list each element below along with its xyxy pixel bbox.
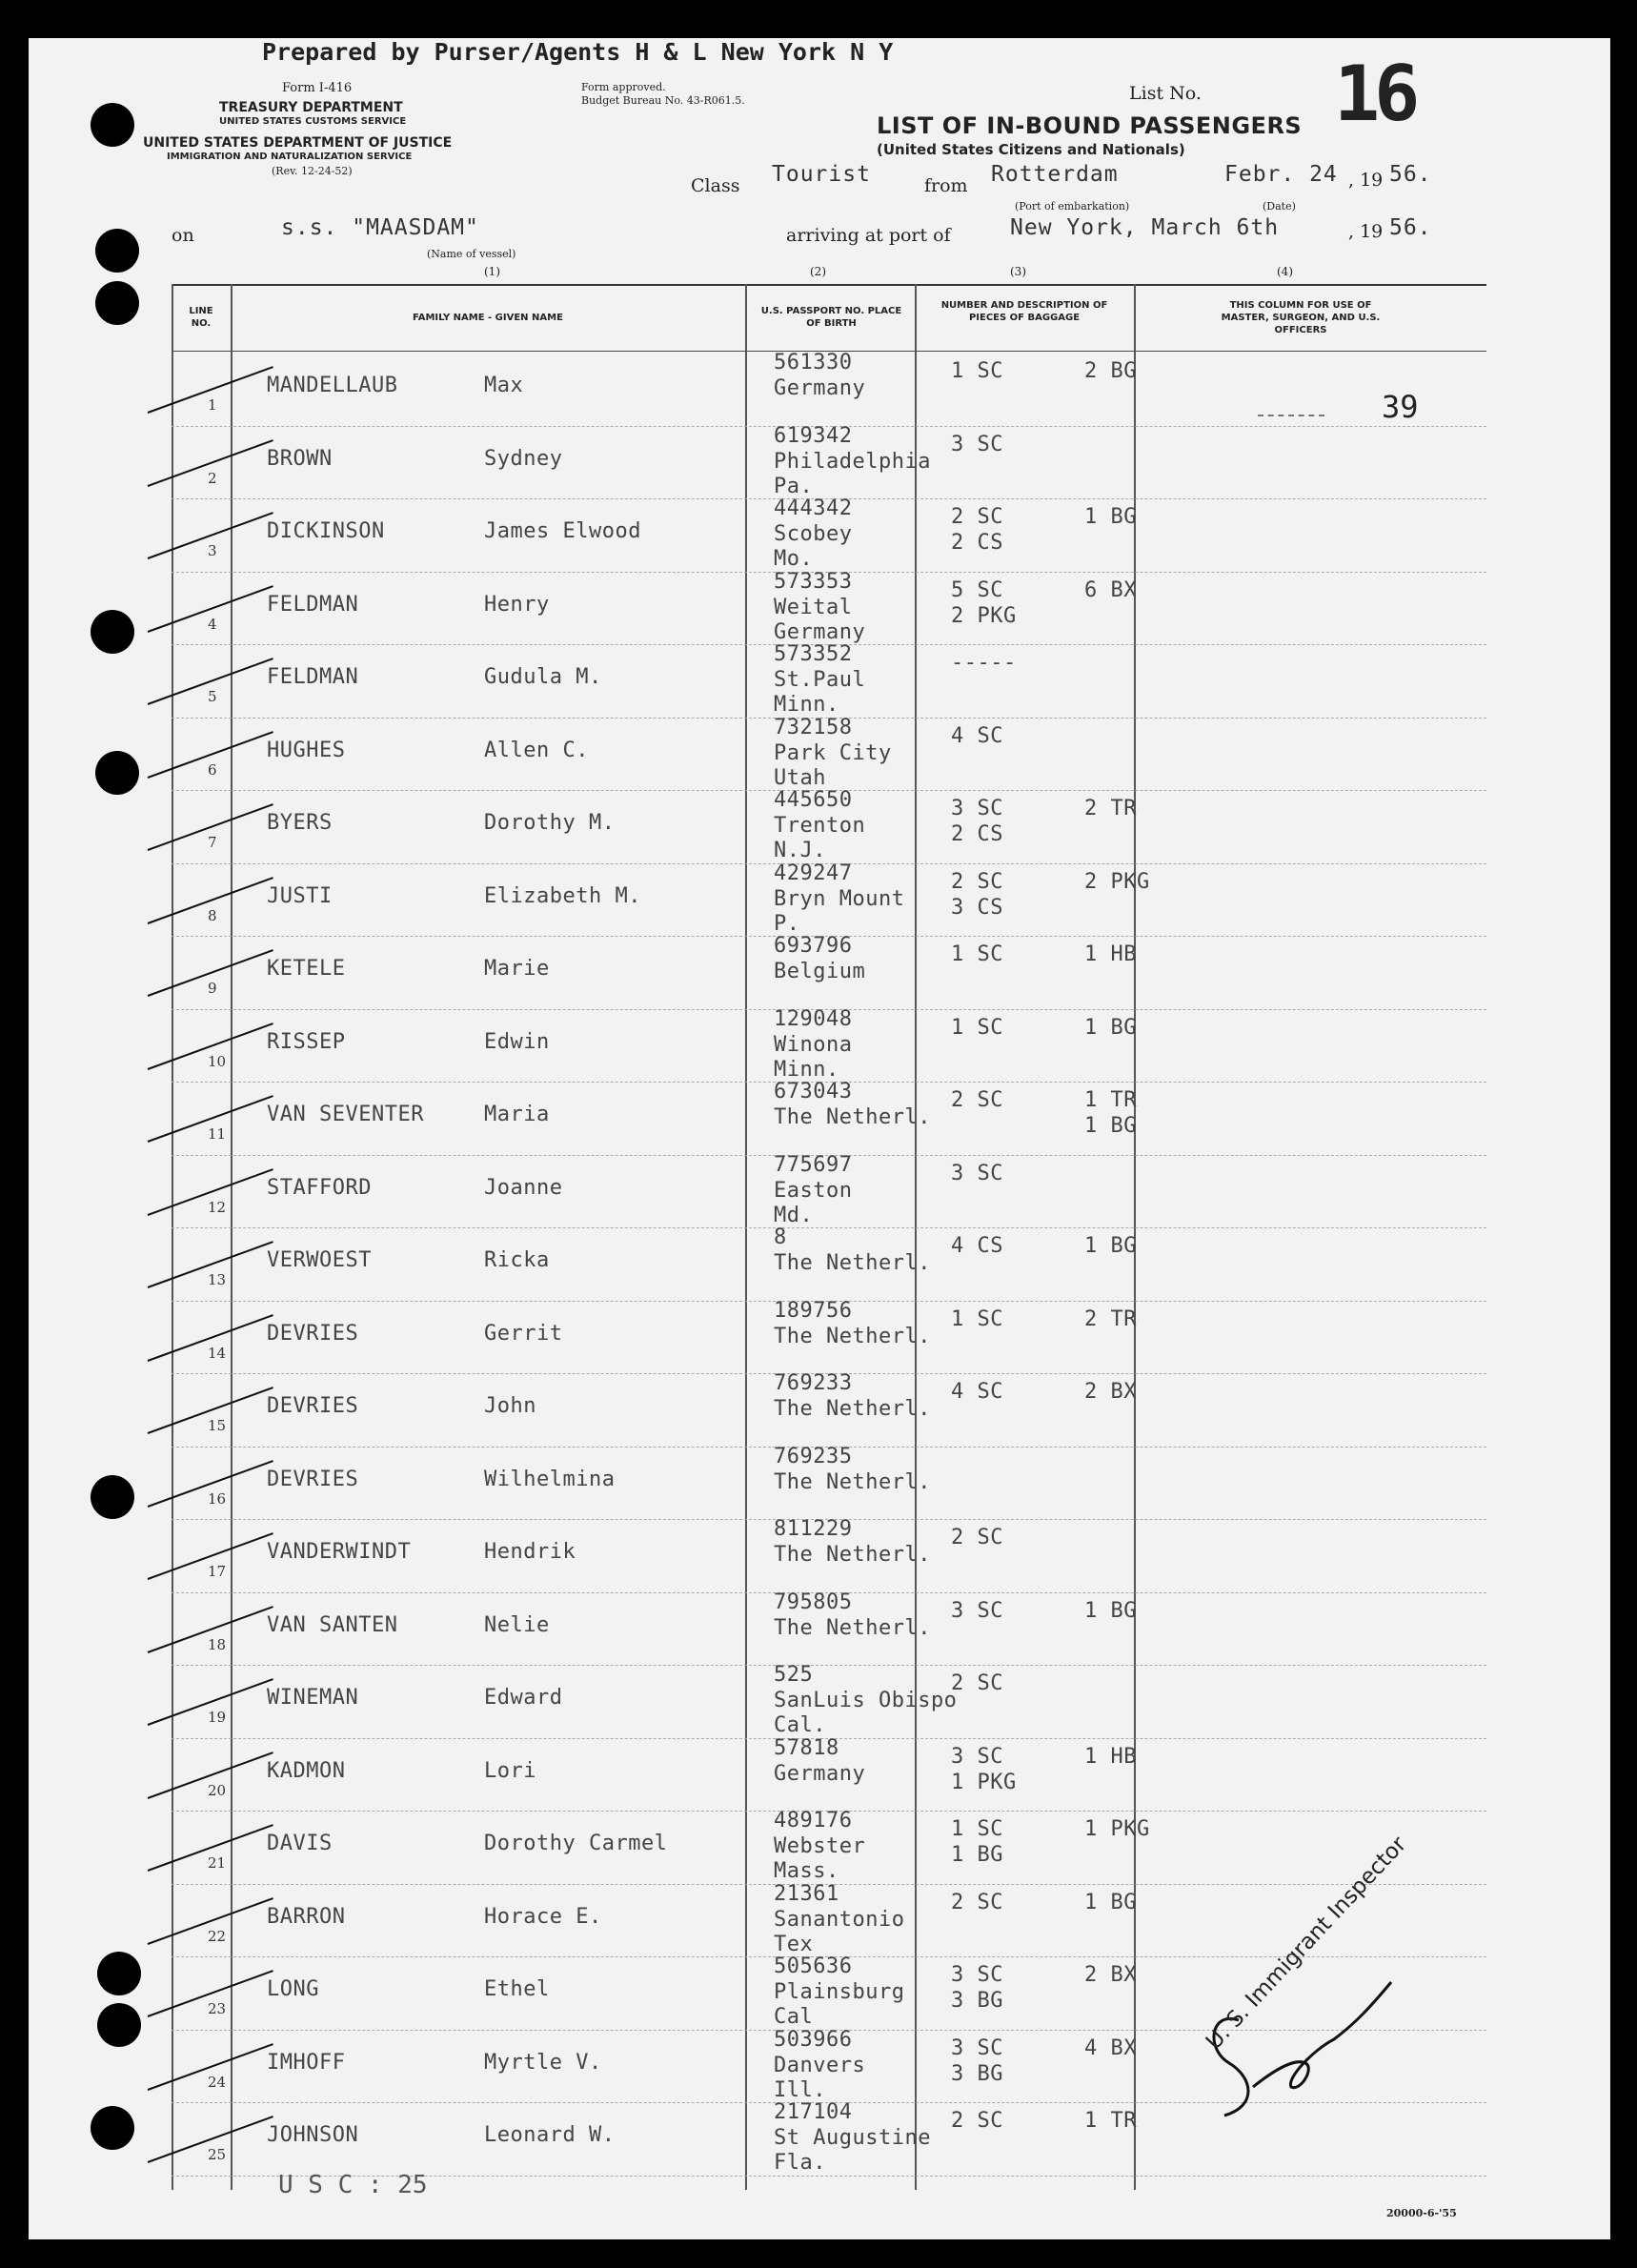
- passport-number: 573352: [774, 642, 853, 666]
- baggage-count: 6 BX: [1084, 577, 1137, 602]
- passport-number: 8: [774, 1225, 787, 1249]
- line-number: 11: [208, 1125, 227, 1143]
- baggage-count: 5 SC 2 PKG: [951, 577, 1017, 628]
- passport-number: 573353: [774, 569, 853, 594]
- passport-number: 693796: [774, 934, 853, 958]
- form-number: Form I-416: [282, 81, 353, 95]
- family-name: VANDERWINDT: [267, 1540, 412, 1564]
- arriving-label: arriving at port of: [786, 225, 951, 246]
- place-of-birth: Cal: [774, 2005, 814, 2029]
- passport-number: 445650: [774, 788, 853, 812]
- class-value: Tourist: [772, 162, 871, 187]
- binder-hole: [95, 229, 139, 273]
- line-number: 8: [208, 906, 217, 924]
- family-name: DEVRIES: [267, 1321, 359, 1346]
- family-name: JOHNSON: [267, 2123, 359, 2147]
- given-name: Edward: [484, 1686, 563, 1710]
- family-name: DAVIS: [267, 1832, 333, 1855]
- manifest-subtitle: (United States Citizens and Nationals): [877, 141, 1185, 158]
- line-number: 1: [208, 396, 217, 414]
- baggage-count: 1 BG: [1084, 1015, 1137, 1040]
- family-name: HUGHES: [267, 738, 346, 762]
- line-number: 6: [208, 760, 217, 779]
- passport-number: 619342: [774, 423, 853, 448]
- baggage-count: 3 SC 2 CS: [951, 797, 1003, 846]
- given-name: Myrtle V.: [484, 2050, 602, 2075]
- baggage-count: 2 SC 2 CS: [951, 505, 1003, 555]
- given-name: Ethel: [484, 1977, 550, 2001]
- baggage-count: 4 CS: [951, 1234, 1003, 1258]
- column-rule: [231, 284, 232, 2190]
- arrival-year-prefix: , 19: [1348, 221, 1384, 242]
- baggage-count: 1 SC: [951, 359, 1003, 383]
- manifest-title: LIST OF IN-BOUND PASSENGERS: [877, 112, 1303, 139]
- row-divider: [172, 1227, 1486, 1228]
- baggage-count: 2 BG: [1084, 359, 1137, 383]
- given-name: Ricka: [484, 1248, 550, 1272]
- budget-bureau: Budget Bureau No. 43-R061.5.: [581, 94, 745, 107]
- table-top-rule: [172, 284, 1486, 286]
- given-name: James Elwood: [484, 519, 641, 543]
- baggage-count: 1 TR 1 BG: [1084, 1088, 1137, 1138]
- family-name: FELDMAN: [267, 592, 359, 617]
- place-of-birth: Bryn Mount: [774, 886, 905, 911]
- place-of-birth: Germany: [774, 619, 866, 644]
- departure-year: 56.: [1389, 162, 1432, 187]
- baggage-count: 2 TR: [1084, 1306, 1137, 1331]
- given-name: Joanne: [484, 1175, 563, 1200]
- vessel-name: s.s. "MAASDAM": [281, 215, 479, 240]
- place-of-birth: Weital: [774, 595, 853, 619]
- baggage-count: 1 SC 1 BG: [951, 1817, 1003, 1867]
- binder-hole: [91, 1475, 134, 1519]
- line-number: 10: [208, 1052, 227, 1070]
- place-of-birth: Sanantonio: [774, 1907, 905, 1932]
- baggage-count: 2 SC: [951, 2109, 1003, 2133]
- column-number-3: (3): [1010, 265, 1026, 278]
- family-name: BYERS: [267, 811, 333, 835]
- line-number: 4: [208, 615, 217, 633]
- place-of-birth: Minn.: [774, 693, 839, 717]
- place-of-birth: Belgium: [774, 960, 866, 983]
- family-name: BROWN: [267, 446, 333, 471]
- family-name: DICKINSON: [267, 519, 385, 543]
- binder-hole: [95, 751, 139, 795]
- place-of-birth: Mass.: [774, 1859, 839, 1883]
- place-of-birth: The Netherl.: [774, 1105, 931, 1129]
- customs-service: UNITED STATES CUSTOMS SERVICE: [219, 116, 407, 127]
- baggage-count: 2 SC 3 CS: [951, 869, 1003, 920]
- line-number: 15: [208, 1417, 227, 1434]
- given-name: Gudula M.: [484, 665, 602, 689]
- manifest-sheet: [29, 38, 1610, 2239]
- officer-note: 39: [1382, 389, 1419, 425]
- arrival-year: 56.: [1389, 215, 1432, 240]
- inspector-signature: [1201, 1973, 1410, 2125]
- family-name: VERWOEST: [267, 1248, 372, 1272]
- col-line-no: LINE NO.: [189, 306, 213, 329]
- given-name: Maria: [484, 1103, 550, 1126]
- line-number: 2: [208, 469, 217, 487]
- baggage-count: 1 PKG: [1084, 1817, 1150, 1841]
- passport-number: 775697: [774, 1152, 853, 1177]
- place-of-birth: The Netherl.: [774, 1324, 931, 1348]
- place-of-birth: Webster: [774, 1834, 866, 1858]
- place-of-birth: Germany: [774, 376, 866, 400]
- treasury-department: TREASURY DEPARTMENT: [219, 100, 403, 115]
- given-name: Allen C.: [484, 738, 589, 762]
- binder-hole: [91, 2106, 134, 2150]
- passport-number: 21361: [774, 1881, 839, 1906]
- column-rule: [915, 284, 917, 2190]
- place-of-birth: The Netherl.: [774, 1469, 931, 1494]
- baggage-count: 2 BX: [1084, 1380, 1137, 1404]
- baggage-count: 2 SC: [951, 1671, 1003, 1695]
- place-of-birth: The Netherl.: [774, 1615, 931, 1640]
- line-number: 17: [208, 1563, 227, 1580]
- passport-number: 673043: [774, 1080, 853, 1104]
- place-of-birth: Easton: [774, 1178, 853, 1203]
- line-number: 19: [208, 1709, 227, 1726]
- line-number: 21: [208, 1854, 227, 1872]
- place-of-birth: Park City: [774, 740, 892, 765]
- col-passport: U.S. PASSPORT NO. PLACE OF BIRTH: [760, 306, 902, 329]
- binder-hole: [97, 2003, 141, 2047]
- given-name: Edwin: [484, 1029, 550, 1054]
- class-label: Class: [691, 175, 740, 196]
- given-name: John: [484, 1394, 536, 1418]
- officer-mark: [1258, 415, 1324, 416]
- from-label: from: [924, 175, 968, 196]
- column-number-4: (4): [1277, 265, 1293, 278]
- list-no-label: List No.: [1129, 83, 1202, 104]
- baggage-count: 1 SC: [951, 942, 1003, 966]
- passport-number: 217104: [774, 2100, 853, 2124]
- row-divider: [172, 1665, 1486, 1666]
- passport-number: 429247: [774, 861, 853, 885]
- binder-hole: [91, 610, 134, 654]
- column-number-2: (2): [810, 265, 826, 278]
- given-name: Marie: [484, 957, 550, 981]
- baggage-count: -----: [951, 651, 1017, 675]
- family-name: JUSTI: [267, 883, 333, 908]
- place-of-birth: Pa.: [774, 474, 814, 498]
- given-name: Dorothy M.: [484, 811, 616, 835]
- form-approved: Form approved.: [581, 81, 666, 93]
- family-name: KETELE: [267, 957, 346, 981]
- passport-number: 489176: [774, 1809, 853, 1833]
- given-name: Leonard W.: [484, 2123, 616, 2147]
- passport-number: 769233: [774, 1371, 853, 1395]
- baggage-count: 3 SC: [951, 432, 1003, 456]
- place-of-birth: P.: [774, 911, 800, 936]
- family-name: DEVRIES: [267, 1467, 359, 1491]
- line-number: 23: [208, 2000, 227, 2017]
- immigration-service: IMMIGRATION AND NATURALIZATION SERVICE: [167, 152, 413, 162]
- family-name: DEVRIES: [267, 1394, 359, 1418]
- passport-number: 525: [774, 1663, 814, 1687]
- place-of-birth: N.J.: [774, 839, 826, 862]
- print-code: 20000-6-'55: [1386, 2207, 1457, 2219]
- place-of-birth: Md.: [774, 1203, 814, 1227]
- line-number: 3: [208, 542, 217, 559]
- passport-number: 561330: [774, 351, 853, 375]
- family-name: STAFFORD: [267, 1175, 372, 1200]
- place-of-birth: Danvers: [774, 2053, 866, 2077]
- col-officers: THIS COLUMN FOR USE OF MASTER, SURGEON, AND U.S. OFFICERS: [1221, 300, 1381, 335]
- place-of-birth: Trenton: [774, 814, 866, 838]
- family-name: BARRON: [267, 1904, 346, 1929]
- place-of-birth: Mo.: [774, 547, 814, 571]
- given-name: Lori: [484, 1758, 536, 1783]
- family-name: VAN SEVENTER: [267, 1103, 424, 1126]
- given-name: Gerrit: [484, 1321, 563, 1346]
- column-rule: [172, 284, 173, 2190]
- col-baggage: NUMBER AND DESCRIPTION OF PIECES OF BAGGAGE: [940, 300, 1108, 323]
- list-number: 16: [1334, 50, 1415, 138]
- given-name: Wilhelmina: [484, 1467, 616, 1491]
- baggage-count: 4 SC: [951, 723, 1003, 748]
- line-number: 24: [208, 2073, 227, 2091]
- baggage-count: 1 BG: [1084, 1890, 1137, 1914]
- family-name: VAN SANTEN: [267, 1612, 398, 1637]
- baggage-count: 3 SC: [951, 1161, 1003, 1185]
- place-of-birth: Fla.: [774, 2151, 826, 2175]
- column-rule: [745, 284, 747, 2190]
- port-of-embarkation: Rotterdam: [991, 162, 1119, 187]
- line-number: 22: [208, 1927, 227, 1945]
- binder-hole: [95, 281, 139, 325]
- binder-hole: [91, 103, 134, 147]
- department-of-justice: UNITED STATES DEPARTMENT OF JUSTICE: [143, 135, 453, 151]
- baggage-count: 1 HB: [1084, 1744, 1137, 1769]
- line-number: 13: [208, 1271, 227, 1288]
- place-of-birth: Winona: [774, 1032, 853, 1057]
- passport-number: 189756: [774, 1298, 853, 1323]
- given-name: Elizabeth M.: [484, 883, 641, 908]
- family-name: FELDMAN: [267, 665, 359, 689]
- passport-number: 732158: [774, 715, 853, 739]
- line-number: 20: [208, 1781, 227, 1799]
- passport-number: 129048: [774, 1006, 853, 1031]
- departure-date: Febr. 24: [1224, 162, 1338, 187]
- on-label: on: [172, 225, 194, 246]
- baggage-count: 3 SC 1 PKG: [951, 1744, 1017, 1794]
- baggage-count: 1 TR: [1084, 2109, 1137, 2133]
- place-of-birth: The Netherl.: [774, 1397, 931, 1421]
- family-name: IMHOFF: [267, 2050, 346, 2075]
- family-name: LONG: [267, 1977, 319, 2001]
- binder-hole: [97, 1952, 141, 1995]
- place-of-birth: Philadelphia: [774, 449, 931, 474]
- baggage-count: 2 SC: [951, 1890, 1003, 1914]
- passport-number: 505636: [774, 1954, 853, 1978]
- arrival-port-date: New York, March 6th: [1010, 215, 1280, 240]
- place-of-birth: Minn.: [774, 1057, 839, 1082]
- line-number: 7: [208, 834, 217, 851]
- column-number-1: (1): [484, 265, 500, 278]
- family-name: RISSEP: [267, 1029, 346, 1054]
- usc-count: U S C : 25: [278, 2171, 428, 2199]
- line-number: 9: [208, 980, 217, 997]
- inspector-stamp: U. S. Immigrant Inspector: [1201, 1832, 1412, 2055]
- line-number: 5: [208, 688, 217, 705]
- baggage-count: 1 HB: [1084, 942, 1137, 966]
- baggage-count: 1 BG: [1084, 1234, 1137, 1258]
- place-of-birth: St Augustine: [774, 2126, 931, 2150]
- place-of-birth: The Netherl.: [774, 1543, 931, 1567]
- baggage-count: 3 SC: [951, 1598, 1003, 1623]
- line-number: 14: [208, 1344, 227, 1362]
- given-name: Horace E.: [484, 1904, 602, 1929]
- passport-number: 769235: [774, 1444, 853, 1468]
- place-of-birth: SanLuis Obispo: [774, 1689, 958, 1712]
- prepared-by-stamp: Prepared by Purser/Agents H & L New York N Y: [262, 38, 894, 66]
- baggage-count: 3 SC 3 BG: [951, 2035, 1003, 2086]
- baggage-count: 2 PKG: [1084, 869, 1150, 894]
- line-number: 16: [208, 1489, 227, 1508]
- baggage-count: 1 SC: [951, 1306, 1003, 1331]
- given-name: Nelie: [484, 1612, 550, 1637]
- date-caption: (Date): [1263, 200, 1296, 213]
- given-name: Hendrik: [484, 1540, 576, 1564]
- baggage-count: 4 SC: [951, 1380, 1003, 1404]
- given-name: Sydney: [484, 446, 563, 471]
- col-name: FAMILY NAME - GIVEN NAME: [413, 313, 563, 323]
- line-number: 12: [208, 1198, 227, 1216]
- baggage-count: 1 BG: [1084, 505, 1137, 529]
- embarkation-caption: (Port of embarkation): [1015, 200, 1130, 213]
- place-of-birth: Cal.: [774, 1713, 826, 1737]
- family-name: WINEMAN: [267, 1686, 359, 1710]
- vessel-caption: (Name of vessel): [427, 248, 516, 260]
- place-of-birth: Tex: [774, 1932, 814, 1956]
- place-of-birth: Utah: [774, 765, 826, 790]
- place-of-birth: Germany: [774, 1761, 866, 1786]
- baggage-count: 2 SC: [951, 1088, 1003, 1112]
- baggage-count: 2 SC: [951, 1526, 1003, 1549]
- place-of-birth: Scobey: [774, 522, 853, 546]
- passport-number: 444342: [774, 496, 853, 520]
- given-name: Henry: [484, 592, 550, 617]
- passport-number: 57818: [774, 1735, 839, 1760]
- baggage-count: 4 BX: [1084, 2035, 1137, 2060]
- passport-number: 811229: [774, 1517, 853, 1541]
- form-revision: (Rev. 12-24-52): [272, 165, 353, 177]
- departure-year-prefix: , 19: [1348, 170, 1384, 191]
- baggage-count: 1 SC: [951, 1015, 1003, 1040]
- passport-number: 795805: [774, 1590, 853, 1614]
- passport-number: 503966: [774, 2027, 853, 2052]
- place-of-birth: The Netherl.: [774, 1251, 931, 1275]
- line-number: 18: [208, 1635, 227, 1653]
- place-of-birth: St.Paul: [774, 668, 866, 692]
- given-name: Max: [484, 374, 524, 397]
- family-name: KADMON: [267, 1758, 346, 1783]
- place-of-birth: Plainsburg: [774, 1980, 905, 2004]
- baggage-count: 3 SC 3 BG: [951, 1963, 1003, 2013]
- baggage-count: 2 BX: [1084, 1963, 1137, 1987]
- baggage-count: 1 BG: [1084, 1598, 1137, 1623]
- line-number: 25: [208, 2146, 227, 2163]
- family-name: MANDELLAUB: [267, 374, 398, 397]
- baggage-count: 2 TR: [1084, 797, 1137, 820]
- place-of-birth: Ill.: [774, 2077, 826, 2102]
- given-name: Dorothy Carmel: [484, 1832, 668, 1855]
